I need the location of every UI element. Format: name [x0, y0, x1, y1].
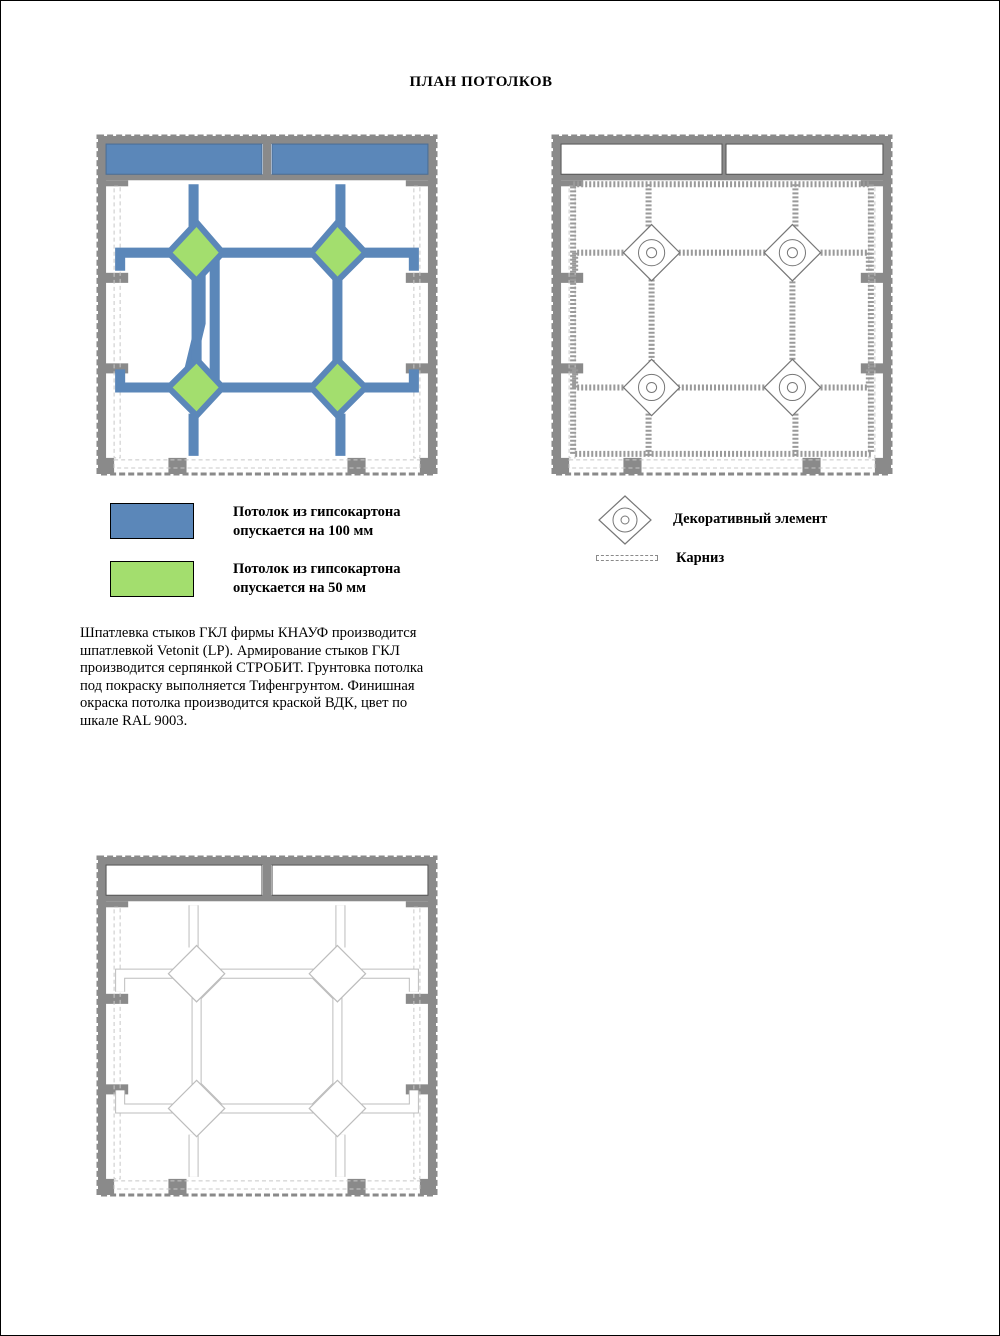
legend-label-drop-100: Потолок из гипсокартона опускается на 100 мм [233, 504, 401, 539]
page-title: ПЛАН ПОТОЛКОВ [409, 74, 553, 90]
legend-swatch-drop-50 [110, 561, 194, 597]
ceiling-plan-decor [551, 134, 893, 476]
construction-note: Шпатлевка стыков ГКЛ фирмы КНАУФ производится шпатлевкой Vetonit (LP). Армирование стыков ГКЛ производится серпянкой СТРОБИТ. Грунтовка потолка под покраску выполняется Тифенгрунтом. Финишная окраска потолка производится краской ВДК, цвет по шкале RAL 9003. [80, 625, 424, 729]
cornice-strip-icon [596, 555, 658, 561]
legend-label-drop-50: Потолок из гипсокартона опускается на 50 мм [233, 561, 401, 596]
ceiling-plan-outline [96, 855, 438, 1197]
legend-swatch-drop-100 [110, 503, 194, 539]
ceiling-plan-colored [96, 134, 438, 476]
legend-label-decorative: Декоративный элемент [673, 511, 828, 527]
legend-label-cornice: Карниз [676, 550, 725, 566]
decorative-rosette-icon [597, 495, 653, 545]
